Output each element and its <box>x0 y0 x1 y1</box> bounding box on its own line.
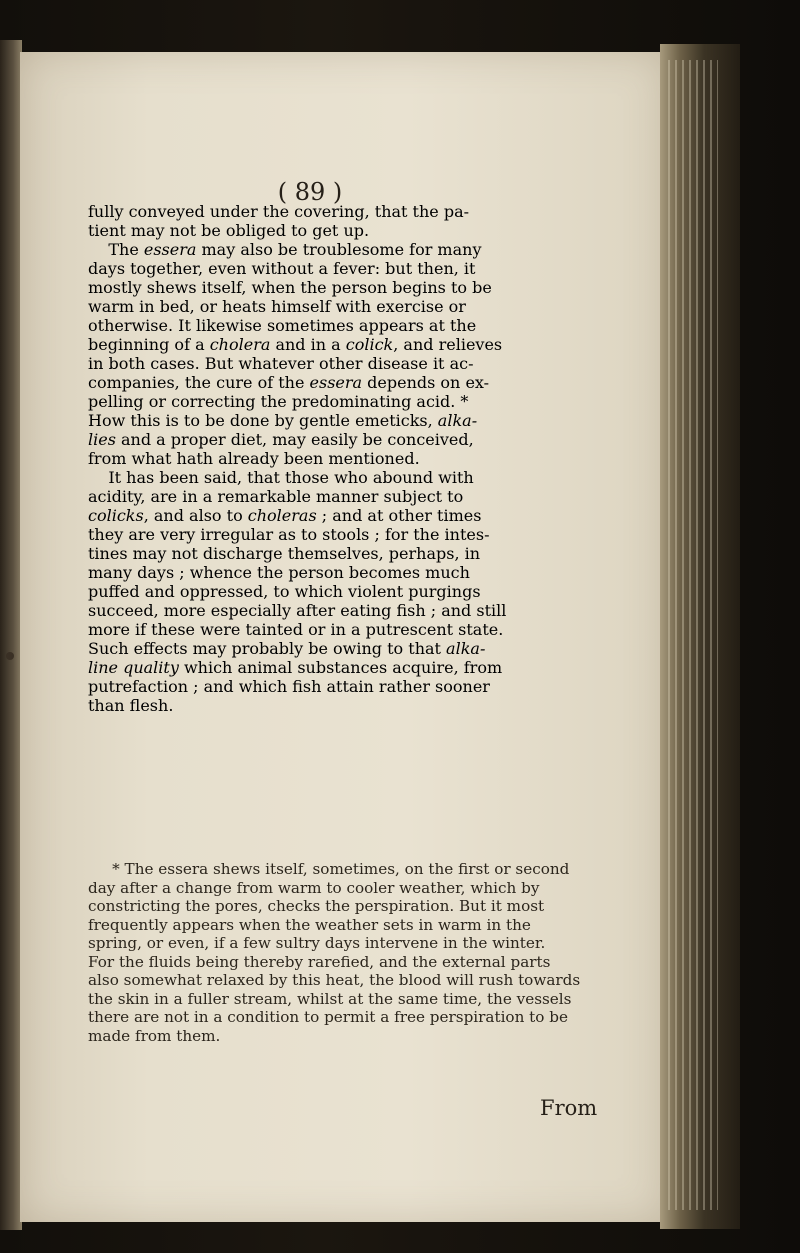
catchword: From <box>540 1096 598 1120</box>
footnote-line: the skin in a fuller stream, whilst at the same time, the vessels <box>88 989 572 1008</box>
text-line: lies and a proper diet, may easily be conceived, <box>88 430 474 449</box>
text-line: putrefaction ; and which fish attain rather sooner <box>88 677 490 696</box>
text-line: The essera may also be troublesome for many <box>88 240 482 259</box>
text-line: mostly shews itself, when the person begins to be <box>88 278 492 297</box>
text-line: succeed, more especially after eating fish ; and still <box>88 601 507 620</box>
text-line: more if these were tainted or in a putrescent state. <box>88 620 504 639</box>
page-header: ( 89 ) <box>277 178 343 206</box>
footnote-line: also somewhat relaxed by this heat, the blood will rush towards <box>88 971 581 989</box>
footnote-line: day after a change from warm to cooler weather, which by <box>88 878 540 897</box>
footnote-line: * The essera shews itself, sometimes, on the first or second <box>88 860 570 878</box>
text-line: they are very irregular as to stools ; for the intes- <box>88 525 490 544</box>
text-line: in both cases. But whatever other disease it ac- <box>88 354 474 373</box>
footnote-line: frequently appears when the weather sets in warm in the <box>88 915 531 934</box>
text-line: from what hath already been mentioned. <box>88 449 420 468</box>
text-line: tient may not be obliged to get up. <box>88 221 370 240</box>
footnote <box>88 860 628 1045</box>
text-line: How this is to be done by gentle emeticks, alka- <box>88 411 478 430</box>
text-line: line quality which animal substances acquire, from <box>88 658 503 677</box>
text-line: than flesh. <box>88 696 174 715</box>
text-line: puffed and oppressed, to which violent purgings <box>88 582 481 601</box>
margin-mark <box>6 652 14 660</box>
text-line: Such effects may probably be owing to that alka- <box>88 639 486 658</box>
text-line: It has been said, that those who abound with <box>88 468 474 487</box>
book-left-edge <box>0 40 22 1230</box>
text-line: fully conveyed under the covering, that the pa- <box>88 202 470 221</box>
footnote-line: made from them. <box>88 1026 221 1045</box>
text-line: otherwise. It likewise sometimes appears at the <box>88 316 477 335</box>
text-line: days together, even without a fever: but then, it <box>88 259 476 278</box>
text-line: pelling or correcting the predominating acid. * <box>88 392 469 411</box>
footnote-line: For the fluids being thereby rarefied, and the external parts <box>88 952 551 971</box>
footnote-line: constricting the pores, checks the perspiration. But it most <box>88 897 545 915</box>
text-line: beginning of a cholera and in a colick, and relieves <box>88 335 503 354</box>
text-line: companies, the cure of the essera depends on ex- <box>88 373 490 392</box>
footnote-line: there are not in a condition to permit a free perspiration to be <box>88 1008 568 1026</box>
text-line: tines may not discharge themselves, perhaps, in <box>88 544 481 563</box>
footnote-line: spring, or even, if a few sultry days intervene in the winter. <box>88 934 546 952</box>
text-line: colicks, and also to choleras ; and at other times <box>88 506 482 525</box>
main-text <box>88 202 628 715</box>
text-line: warm in bed, or heats himself with exercise or <box>88 297 466 316</box>
page-edges <box>668 60 718 1210</box>
text-line: many days ; whence the person becomes much <box>88 563 470 582</box>
text-line: acidity, are in a remarkable manner subject to <box>88 487 464 506</box>
